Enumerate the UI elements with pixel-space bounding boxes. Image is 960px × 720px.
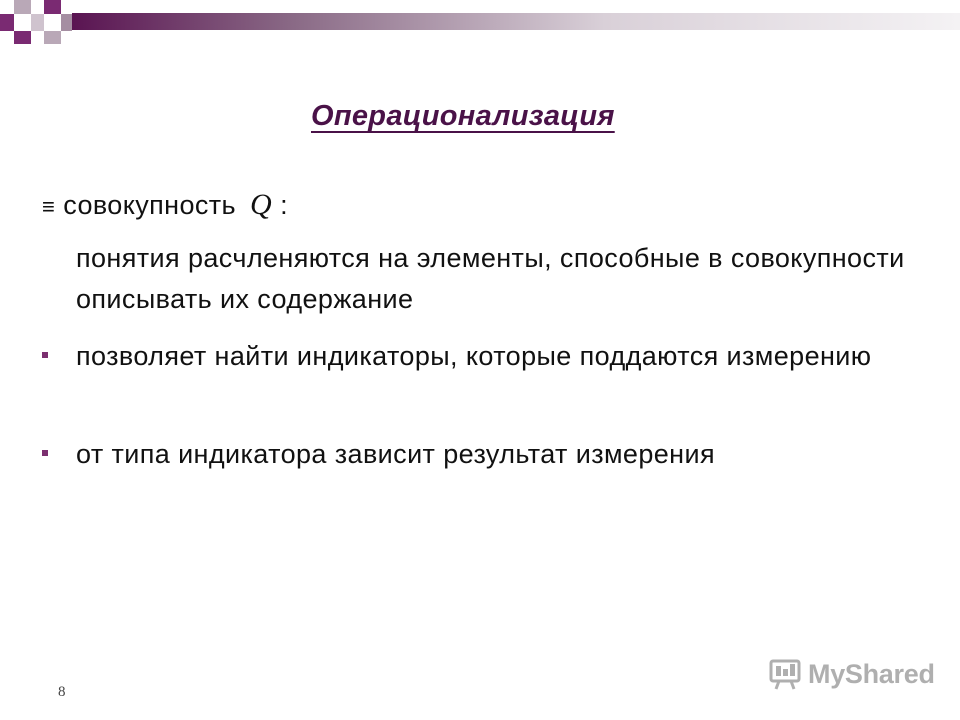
bullet-marker [42, 450, 48, 456]
watermark-logo [768, 654, 935, 694]
top-decorative-band [0, 0, 960, 44]
q-symbol: Q [250, 188, 273, 221]
bullet-item-1: позволяет найти индикаторы, которые поддаются измерению [76, 341, 872, 371]
watermark-text: MyShared [808, 658, 935, 689]
definition-word: совокупность [63, 190, 237, 220]
equivalence-symbol: ≡ [42, 194, 56, 219]
definition-line [42, 184, 288, 227]
bullet-item-2: от типа индикатора зависит результат измерения [76, 439, 715, 469]
presentation-board-icon [768, 657, 802, 691]
slide-title: Операционализация [311, 100, 615, 132]
definition-colon: : [280, 190, 289, 220]
definition-paragraph: понятия расчленяются на элементы, способные в совокупности описывать их содержание [76, 243, 905, 314]
bullet-marker [42, 352, 48, 358]
page-number: 8 [58, 684, 66, 700]
